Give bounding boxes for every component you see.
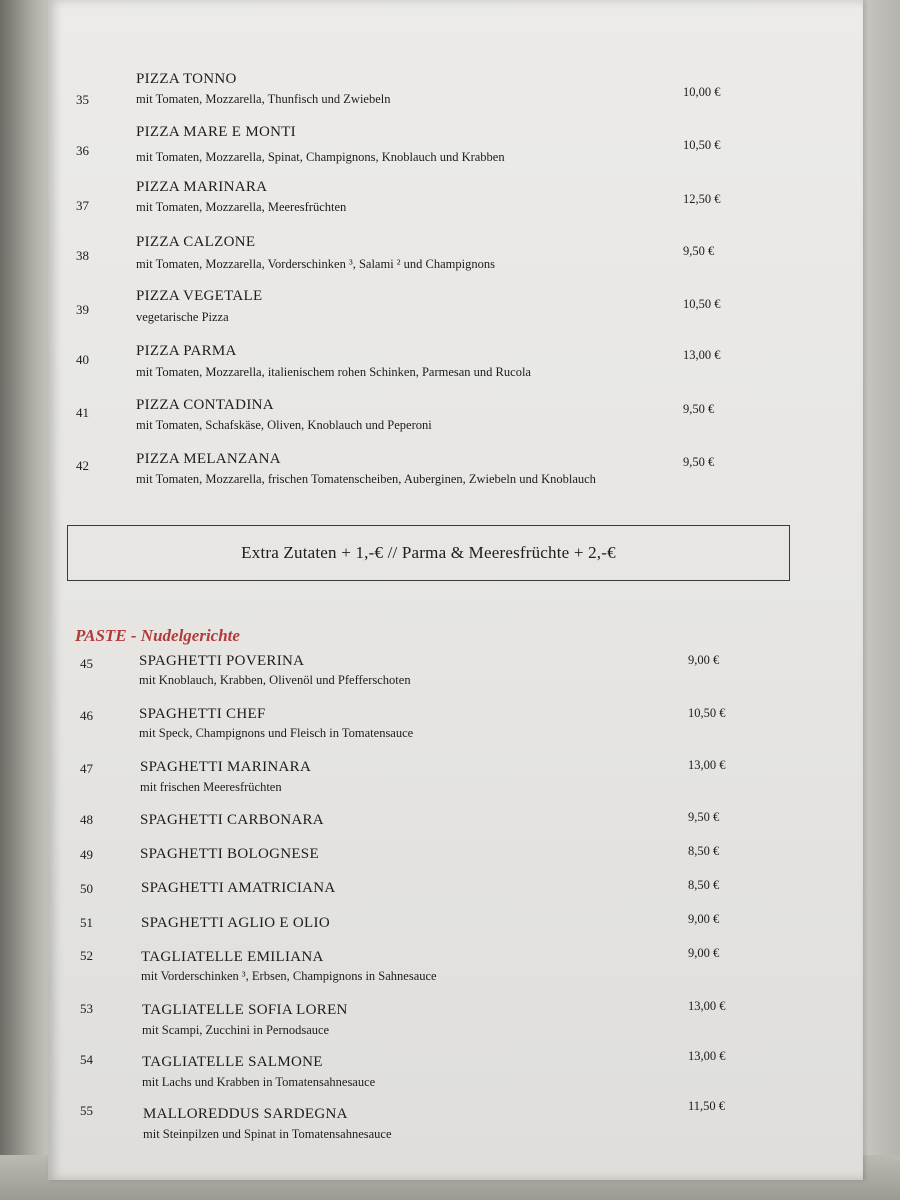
item-price: 9,50 €: [683, 455, 715, 469]
item-name: PIZZA MARINARA: [136, 179, 268, 195]
item-number: 50: [80, 881, 93, 896]
item-name: SPAGHETTI POVERINA: [139, 653, 305, 669]
item-description: mit Speck, Champignons und Fleisch in Tomatensauce: [139, 726, 414, 740]
item-description: mit Tomaten, Mozzarella, Meeresfrüchten: [136, 200, 347, 214]
item-name: PIZZA MELANZANA: [136, 451, 281, 467]
item-name: TAGLIATELLE SOFIA LOREN: [142, 1002, 348, 1018]
item-number: 55: [80, 1103, 93, 1118]
item-name: MALLOREDDUS SARDEGNA: [143, 1106, 348, 1122]
item-number: 41: [76, 405, 89, 420]
item-description: mit Knoblauch, Krabben, Olivenöl und Pfefferschoten: [139, 673, 411, 687]
item-price: 13,00 €: [683, 348, 721, 362]
item-number: 48: [80, 812, 93, 827]
item-name: PIZZA CONTADINA: [136, 397, 274, 413]
item-price: 13,00 €: [688, 999, 726, 1013]
item-price: 9,00 €: [688, 653, 720, 667]
item-number: 54: [80, 1052, 93, 1067]
item-name: SPAGHETTI MARINARA: [140, 759, 312, 775]
item-price: 11,50 €: [688, 1099, 726, 1113]
item-description: mit Scampi, Zucchini in Pernodsauce: [142, 1023, 330, 1037]
item-number: 42: [76, 458, 89, 473]
section-title-pasta: PASTE - Nudelgerichte: [75, 626, 240, 645]
item-price: 9,50 €: [683, 244, 715, 258]
item-price: 13,00 €: [688, 758, 726, 772]
item-name: SPAGHETTI AGLIO E OLIO: [141, 915, 330, 931]
item-price: 9,50 €: [688, 810, 720, 824]
item-price: 9,50 €: [683, 402, 715, 416]
item-name: PIZZA PARMA: [136, 343, 237, 359]
item-name: PIZZA TONNO: [136, 71, 237, 87]
item-number: 51: [80, 915, 93, 930]
item-number: 45: [80, 656, 93, 671]
item-number: 52: [80, 948, 93, 963]
item-description: mit frischen Meeresfrüchten: [140, 780, 282, 794]
item-description: mit Tomaten, Mozzarella, italienischem rohen Schinken, Parmesan und Rucola: [136, 365, 531, 379]
item-description: mit Tomaten, Mozzarella, Thunfisch und Zwiebeln: [136, 92, 391, 106]
item-description: vegetarische Pizza: [136, 310, 229, 324]
item-price: 12,50 €: [683, 192, 721, 206]
item-name: TAGLIATELLE SALMONE: [142, 1054, 323, 1070]
item-description: mit Steinpilzen und Spinat in Tomatensahnesauce: [143, 1127, 392, 1141]
item-description: mit Vorderschinken ³, Erbsen, Champignons in Sahnesauce: [141, 969, 437, 983]
item-number: 40: [76, 352, 89, 367]
item-price: 10,50 €: [688, 706, 726, 720]
item-number: 35: [76, 92, 89, 107]
item-price: 8,50 €: [688, 844, 720, 858]
item-description: mit Tomaten, Schafskäse, Oliven, Knoblauch und Peperoni: [136, 418, 432, 432]
background-left: [0, 0, 50, 1200]
item-number: 53: [80, 1001, 93, 1016]
background-right: [860, 0, 900, 1200]
item-name: SPAGHETTI AMATRICIANA: [141, 880, 336, 896]
item-name: TAGLIATELLE EMILIANA: [141, 949, 324, 965]
item-number: 46: [80, 708, 93, 723]
item-price: 9,00 €: [688, 912, 720, 926]
item-price: 9,00 €: [688, 946, 720, 960]
item-number: 49: [80, 847, 93, 862]
item-name: SPAGHETTI CARBONARA: [140, 812, 324, 828]
item-name: SPAGHETTI BOLOGNESE: [140, 846, 319, 862]
item-price: 10,50 €: [683, 297, 721, 311]
item-price: 8,50 €: [688, 878, 720, 892]
item-name: PIZZA MARE E MONTI: [136, 124, 296, 140]
item-price: 13,00 €: [688, 1049, 726, 1063]
item-description: mit Tomaten, Mozzarella, Vorderschinken ³, Salami ² und Champignons: [136, 257, 495, 271]
extras-notice-text: Extra Zutaten + 1,-€ // Parma & Meeresfrüchte + 2,-€: [241, 543, 616, 562]
item-name: SPAGHETTI CHEF: [139, 706, 266, 722]
item-price: 10,00 €: [683, 85, 721, 99]
item-description: mit Tomaten, Mozzarella, frischen Tomatenscheiben, Auberginen, Zwiebeln und Knoblauch: [136, 472, 596, 486]
item-number: 47: [80, 761, 93, 776]
extras-notice-box: [67, 525, 790, 581]
item-number: 38: [76, 248, 89, 263]
item-number: 36: [76, 143, 89, 158]
item-price: 10,50 €: [683, 138, 721, 152]
item-description: mit Tomaten, Mozzarella, Spinat, Champignons, Knoblauch und Krabben: [136, 150, 505, 164]
item-number: 37: [76, 198, 89, 213]
item-name: PIZZA VEGETALE: [136, 288, 263, 304]
item-name: PIZZA CALZONE: [136, 234, 256, 250]
item-number: 39: [76, 302, 89, 317]
item-description: mit Lachs und Krabben in Tomatensahnesauce: [142, 1075, 376, 1089]
